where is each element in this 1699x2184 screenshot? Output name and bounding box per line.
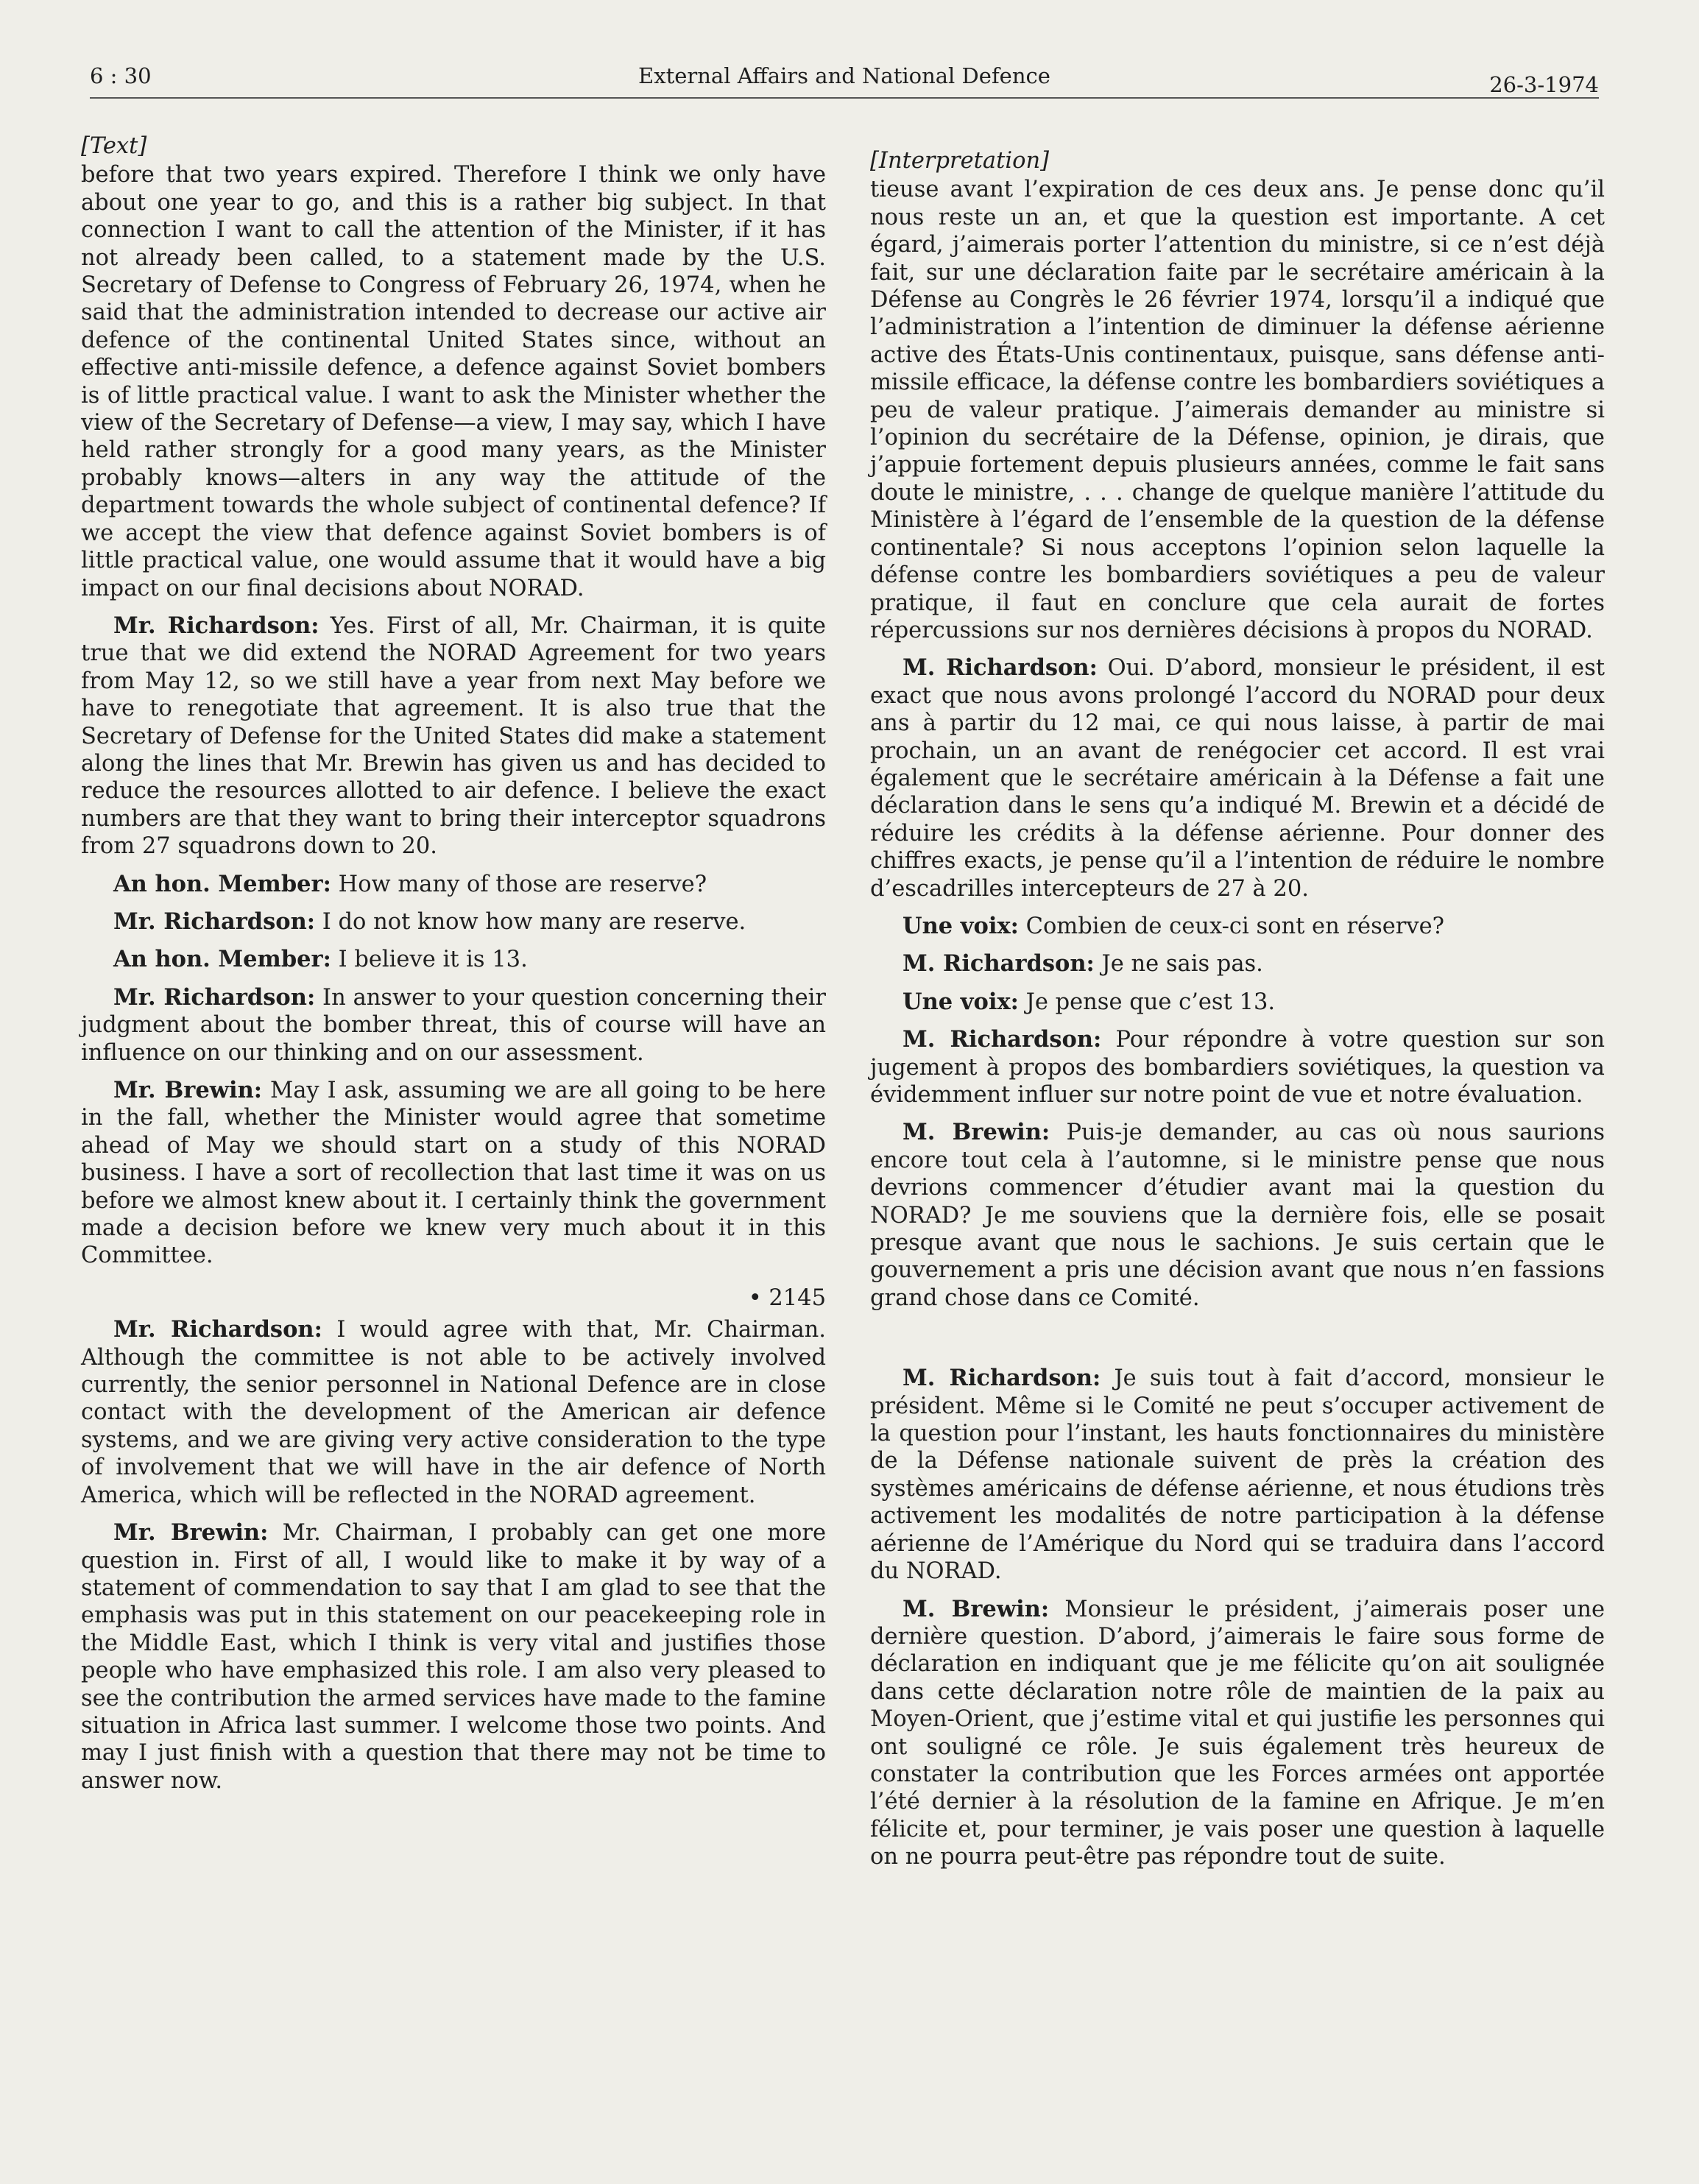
paragraph (81, 612, 826, 860)
speaker-name: Une voix: (903, 912, 1019, 939)
paragraph (81, 1519, 826, 1795)
speaker-name: M. Richardson: (903, 1365, 1101, 1392)
speaker-name: Mr. Richardson: (113, 612, 319, 639)
paragraph (870, 654, 1605, 902)
paragraph-text: I do not know how many are reserve. (322, 908, 746, 935)
english-column (81, 132, 826, 1805)
paragraph (870, 176, 1605, 644)
speaker-name: M. Richardson: (903, 654, 1098, 682)
speaker-name: An hon. Member: (113, 946, 331, 973)
paragraph (870, 989, 1605, 1016)
paragraph-text: tieuse avant l’expiration de ces deux ans. Je pense donc qu’il nous reste un an, et que la question est importante. A cet égard, j’aimerais porter l’attention du ministre, si ce n’est déjà fait, sur une déclaration faite par le secrétaire américain à la Défense au Congrès le 26 février 1974, lorsqu’il a indiqué que l’administration a l’intention de diminuer la défense aérienne active des États-Unis continentaux, puisque, sans défense anti-missile efficace, la défense contre les bombardiers soviétiques a peu de valeur pratique. J’aimerais demander au ministre si l’opinion du secrétaire de la Défense, opinion, je dirais, que j’appuie fortement depuis plusieurs années, comme le fait sans doute le ministre, . . . change de quelque manière l’attitude du Ministère à l’égard de l’ensemble de la question de la défense continentale? Si nous acceptons l’opinion selon laquelle la défense contre les bombardiers soviétiques a peu de valeur pratique, il faut en conclure que cela aurait de fortes répercussions sur nos dernières décisions à propos du NORAD. (870, 177, 1605, 643)
speaker-name: M. Richardson: (903, 1026, 1102, 1053)
speaker-name: Une voix: (903, 988, 1019, 1015)
language-label: [Text] (81, 133, 147, 159)
running-title: External Affairs and National Defence (638, 63, 1050, 88)
paragraph (870, 1119, 1605, 1312)
paragraph (81, 161, 826, 602)
paragraph-text: I believe it is 13. (338, 947, 528, 973)
speaker-name: M. Brewin: (903, 1595, 1050, 1622)
paragraph (81, 946, 826, 973)
time-marker: • 2145 (748, 1284, 826, 1311)
french-column (870, 147, 1605, 1881)
language-label: [Interpretation] (870, 148, 1049, 174)
speaker-name: M. Richardson: (903, 950, 1095, 978)
paragraph-text: Monsieur le président, j’aimerais poser une dernière question. D’abord, j’aimerais le faire sous forme de déclaration en indiquant que je me félicite qu’on ait soulignée dans cette déclaration notre rôle de maintien de la paix au Moyen-Orient, que j’estime vital et qui justifie les personnes qui ont souligné ce rôle. Je suis également très heureux de constater la contribution que les Forces armées ont apportée l’été dernier à la résolution de la famine en Afrique. Je m’en félicite et, pour terminer, je vais poser une question à laquelle on ne pourra peut-être pas répondre tout de suite. (870, 1596, 1605, 1870)
paragraph (870, 1596, 1605, 1871)
paragraph-text: Oui. D’abord, monsieur le président, il est exact que nous avons prolongé l’accord du NORAD pour deux ans à partir du 12 mai, ce qui nous laisse, à partir de mai prochain, un an avant de renégocier cet accord. Il est vrai également que le secrétaire américain à la Défense a fait une déclaration dans le sens qu’a indiqué M. Brewin et a décidé de réduire les crédits à la défense aérienne. Pour donner des chiffres exacts, je pense qu’il a l’intention de réduire le nombre d’escadrilles intercepteurs de 27 à 20. (870, 655, 1605, 902)
paragraph-text: In answer to your question concerning their judgment about the bomber threat, this of course will have an influence on our thinking and on our assessment. (81, 984, 826, 1066)
speaker-name: Mr. Richardson: (113, 1316, 322, 1343)
speaker-name: Mr. Richardson: (113, 983, 316, 1011)
page-header (90, 63, 1599, 100)
column-spacer (870, 1322, 1605, 1365)
speaker-name: An hon. Member: (113, 870, 331, 897)
paragraph-text: before that two years expired. Therefore I think we only have about one year to go, and this is a rather big subject. In that connection I want to call the attention of the Minister, if it has not already been called, to a statement made by the U.S. Secretary of Defense to Congress of February 26, 1974, when he said that the administration intended to decrease our active air defence of the continental United States since, without an effective anti-missile defence, a defence against Soviet bombers is of little practical value. I want to ask the Minister whether the view of the Secretary of Defense—a view, I may say, which I have held rather strongly for a good many years, as the Minister probably knows—alters in any way the attitude of the department towards the whole subject of continental defence? If we accept the view that defence against Soviet bombers is of little practical value, one would assume that it would have a big impact on our final decisions about NORAD. (81, 162, 826, 601)
paragraph-text: Pour répondre à votre question sur son jugement à propos des bombardiers soviétiques, la question va évidemment influer sur notre point de vue et notre évaluation. (870, 1027, 1605, 1108)
paragraph-text: How many of those are reserve? (338, 871, 707, 897)
paragraph-text: Je ne sais pas. (1101, 951, 1263, 978)
header-date: 26-3-1974 (1489, 72, 1599, 97)
paragraph-text: May I ask, assuming we are all going to be here in the fall, whether the Minister would agree that sometime ahead of May we should start on a study of this NORAD business. I have a sort of recollection that last time it was on us before we almost knew about it. I certainly think the government made a decision before we knew very much about it in this Committee. (81, 1078, 826, 1269)
speaker-name: M. Brewin: (903, 1119, 1050, 1146)
paragraph-text: I would agree with that, Mr. Chairman. Although the committee is not able to be actively involved currently, the senior personnel in National Defence are in close contact with the development of the American air defence systems, and we are giving very active consideration to the type of involvement that we will have in the air defence of North America, which will be reflected in the NORAD agreement. (81, 1317, 827, 1508)
page-number: 6 : 30 (90, 63, 152, 88)
paragraph (870, 913, 1605, 940)
paragraph-text: Puis-je demander, au cas où nous saurions encore tout cela à l’automne, si le ministre pense que nous devrions commencer d’étudier avant mai la question du NORAD? Je me souviens que la dernière fois, elle se posait presque avant que nous le sachions. Je suis certain que le gouvernement a pris une décision avant que nous n’en fassions grand chose dans ce Comité. (870, 1120, 1605, 1311)
paragraph (81, 984, 826, 1067)
paragraph (870, 950, 1605, 978)
paragraph-text: Yes. First of all, Mr. Chairman, it is quite true that we did extend the NORAD Agreement for two years from May 12, so we still have a year from next May before we have to renegotiate that agreement. It is also true that the Secretary of Defense for the United States did make a statement along the lines that Mr. Brewin has given us and has decided to reduce the resources allotted to air defence. I believe the exact numbers are that they want to bring their interceptor squadrons from 27 squadrons down to 20. (81, 612, 826, 860)
paragraph-text: Je pense que c’est 13. (1025, 989, 1276, 1015)
paragraph (81, 908, 826, 936)
paragraph (870, 1026, 1605, 1109)
speaker-name: Mr. Brewin: (113, 1077, 263, 1103)
paragraph (81, 1077, 826, 1270)
paragraph (81, 1316, 826, 1509)
speaker-name: Mr. Richardson: (113, 908, 316, 935)
paragraph-text: Je suis tout à fait d’accord, monsieur le président. Même si le Comité ne peut s’occuper activement de la question pour l’instant, les hauts fonctionnaires du ministère de la Défense nationale suivent de près la création des systèmes américains de défense aérienne, et nous étudions très activement les modalités de notre participation à la défense aérienne de l’Amérique du Nord qui se traduira dans l’accord du NORAD. (870, 1365, 1605, 1585)
paragraph (81, 871, 826, 898)
paragraph-text: Mr. Chairman, I probably can get one more question in. First of all, I would like to make it by way of a statement of commendation to say that I am glad to see that the emphasis was put in this statement on our peacekeeping role in the Middle East, which I think is very vital and justifies those people who have emphasized this role. I am also very pleased to see the contribution the armed services have made to the famine situation in Africa last summer. I welcome those two points. And may I just finish with a question that there may not be time to answer now. (81, 1520, 827, 1794)
header-rule (90, 97, 1599, 99)
speaker-name: Mr. Brewin: (113, 1519, 269, 1547)
paragraph (870, 1365, 1605, 1585)
paragraph-text: Combien de ceux-ci sont en réserve? (1025, 913, 1444, 939)
